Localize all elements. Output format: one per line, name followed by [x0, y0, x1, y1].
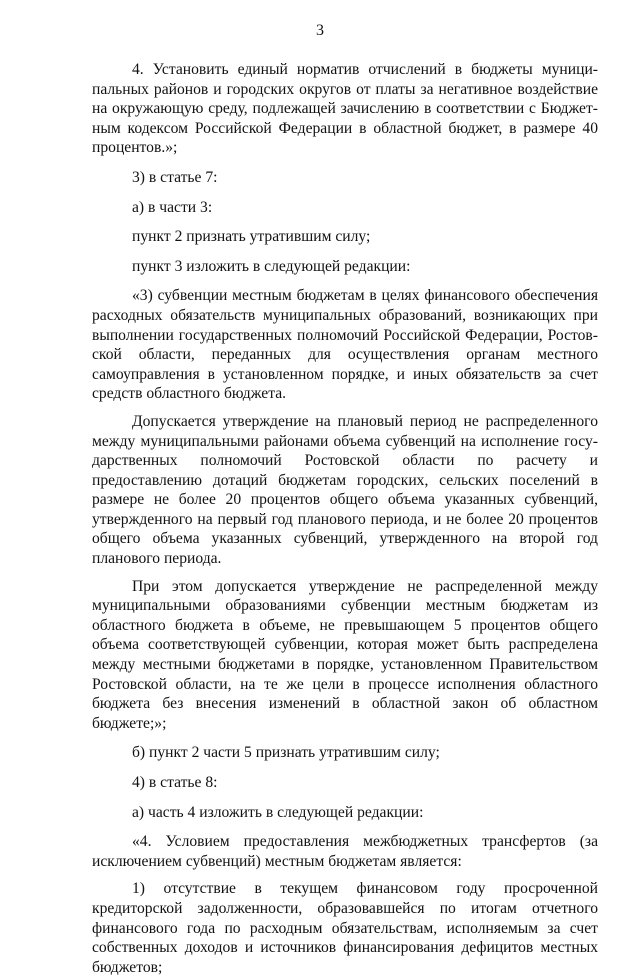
paragraph-planning-period: Допускается утверждение на плановый период не распределенного между муниципальными районами объема субвенций на исполнение государственных полномочий Ростовской области по расчету и предоставлению дотаций бюджетам городских, сельских поселений в размере не более 20 процентов общего объема указанных субвенций, утвержденного на первый год планового периода, и не более 20 процентов общего объема указанных субвенций, утвержденного на второй год планового периода. — [92, 412, 598, 568]
paragraph-item-4-norm: 4. Установить единый норматив отчислений в бюджеты муниципальных районов и городских округов от платы за негативное воздействие на окружающую среду, подлежащей зачислению в соответствии с Бюджетным кодексом Российской Федерации в областной бюджет, в размере 40 процентов.»; — [92, 61, 598, 157]
paragraph-part-3: а) в части 3: — [132, 198, 213, 216]
paragraph-part-4-edit: а) часть 4 изложить в следующей редакции: — [132, 803, 424, 821]
document-body — [92, 60, 598, 977]
paragraph-article-7: 3) в статье 7: — [132, 168, 218, 186]
paragraph-condition-1: 1) отсутствие в текущем финансовом году просроченной кредиторской задолженности, образовавшейся по итогам отчетного финансового года по расходным обязательствам, исполняемым за счет собственных доходов и источников финансирования дефицитов местных бюджетов; — [92, 880, 598, 976]
paragraph-article-8: 4) в статье 8: — [132, 774, 218, 791]
paragraph-subventions: «3) субвенции местным бюджетам в целях финансового обеспечения расходных обязательств муниципальных образований, возникающих при выполнении государственных полномочий Российской Федерации, Ростовской области, переданных для осуществления органам местного самоуправления в установленном порядке, и иных обязательств за счет средств областного бюджета. — [92, 287, 598, 403]
paragraph-point-3-edit: пункт 3 изложить в следующей редакции: — [132, 257, 411, 275]
paragraph-unallocated-subvention: При этом допускается утверждение не распределенной между муниципальными образованиями субвенции местным бюджетам из областного бюджета в объеме, не превышающем 5 процентов общего объема соответствующей субвенции, которая может быть распределена между местными бюджетами в порядке, установленном Правительством Ростовской области, на те же цели в процессе исполнения областного бюджета без внесения изменений в областной закон об областном бюджете;»; — [92, 577, 598, 732]
page-number: 3 — [316, 22, 324, 39]
paragraph-transfer-condition: «4. Условием предоставления межбюджетных трансфертов (за исключением субвенций) местным бюджетам является: — [92, 833, 598, 870]
paragraph-point-2-part-5: б) пункт 2 части 5 признать утратившим силу; — [132, 744, 440, 762]
paragraph-point-2-void: пункт 2 признать утратившим силу; — [132, 228, 371, 246]
